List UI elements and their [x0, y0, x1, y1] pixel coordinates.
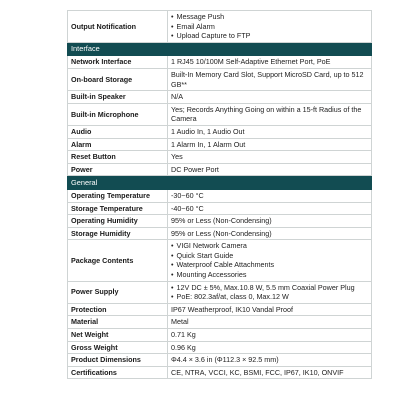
spec-row-certifications — [68, 366, 372, 379]
spec-bullet-text: VIGI Network Camera — [176, 241, 247, 251]
spec-label: Protection — [68, 303, 168, 316]
spec-label: Operating Humidity — [68, 215, 168, 228]
spec-row-operating-temperature — [68, 189, 372, 202]
spec-label: Net Weight — [68, 329, 168, 342]
spec-row-built-in-microphone — [68, 103, 372, 125]
spec-bullet-list — [171, 283, 368, 302]
spec-row-power-supply — [68, 281, 372, 303]
spec-label: Power — [68, 163, 168, 176]
spec-row-network-interface — [68, 56, 372, 69]
spec-value: Yes — [168, 151, 372, 164]
spec-row-alarm — [68, 138, 372, 151]
spec-bullet-text: Upload Capture to FTP — [176, 31, 251, 41]
spec-row-net-weight — [68, 329, 372, 342]
spec-value: -30~60 °C — [168, 189, 372, 202]
spec-value — [168, 281, 372, 303]
spec-row-on-board-storage — [68, 68, 372, 90]
spec-label: Material — [68, 316, 168, 329]
spec-bullet-item — [171, 251, 368, 261]
spec-value: 95% or Less (Non-Condensing) — [168, 227, 372, 240]
spec-value: IP67 Weatherproof, IK10 Vandal Proof — [168, 303, 372, 316]
spec-label: Operating Temperature — [68, 189, 168, 202]
spec-value: CE, NTRA, VCCI, KC, BSMI, FCC, IP67, IK10, ONVIF — [168, 366, 372, 379]
spec-bullet-item — [171, 22, 368, 32]
spec-value: 1 Audio In, 1 Audio Out — [168, 125, 372, 138]
spec-value: N/A — [168, 91, 372, 104]
spec-label: Gross Weight — [68, 341, 168, 354]
spec-label: Alarm — [68, 138, 168, 151]
spec-label: Storage Humidity — [68, 227, 168, 240]
spec-value: DC Power Port — [168, 163, 372, 176]
spec-value: Built-In Memory Card Slot, Support MicroSD Card, up to 512 GB** — [168, 68, 372, 90]
spec-row-storage-temperature — [68, 202, 372, 215]
spec-label: Audio — [68, 125, 168, 138]
spec-row-gross-weight — [68, 341, 372, 354]
spec-value: Metal — [168, 316, 372, 329]
spec-table — [67, 10, 372, 379]
spec-label: On-board Storage — [68, 68, 168, 90]
spec-label: Reset Button — [68, 151, 168, 164]
spec-bullet-item — [171, 241, 368, 251]
spec-bullet-text: Message Push — [176, 12, 225, 21]
spec-row-output-notification — [68, 11, 372, 43]
section-title: General — [68, 176, 372, 190]
spec-row-package-contents — [68, 240, 372, 281]
spec-row-storage-humidity — [68, 227, 372, 240]
spec-row-reset-button — [68, 151, 372, 164]
spec-label: Built-in Speaker — [68, 91, 168, 104]
spec-bullet-item — [171, 260, 368, 270]
spec-bullet-item — [171, 283, 368, 293]
spec-label: Certifications — [68, 366, 168, 379]
spec-bullet-text: 12V DC ± 5%, Max.10.8 W, 5.5 mm Coaxial Power Plug — [176, 282, 355, 292]
spec-row-product-dimensions — [68, 354, 372, 367]
spec-bullet-text: Mounting Accessories — [176, 270, 247, 280]
spec-bullet-list — [171, 241, 368, 279]
spec-bullet-list — [171, 12, 368, 41]
spec-value: 0.96 Kg — [168, 341, 372, 354]
section-title: Interface — [68, 42, 372, 56]
spec-value — [168, 11, 372, 43]
spec-bullet-item — [171, 12, 368, 22]
spec-label: Output Notification — [68, 11, 168, 43]
spec-value: 95% or Less (Non-Condensing) — [168, 215, 372, 228]
spec-bullet-text: Quick Start Guide — [176, 250, 234, 260]
spec-value: 1 Alarm In, 1 Alarm Out — [168, 138, 372, 151]
section-header-general — [68, 176, 372, 190]
spec-label: Built-in Microphone — [68, 103, 168, 125]
spec-bullet-item — [171, 292, 368, 302]
spec-label: Product Dimensions — [68, 354, 168, 367]
spec-label: Storage Temperature — [68, 202, 168, 215]
spec-value: Φ4.4 × 3.6 in (Φ112.3 × 92.5 mm) — [168, 354, 372, 367]
spec-value — [168, 240, 372, 281]
spec-row-operating-humidity — [68, 215, 372, 228]
spec-bullet-text: Email Alarm — [176, 21, 215, 31]
spec-bullet-item — [171, 270, 368, 280]
spec-row-material — [68, 316, 372, 329]
spec-bullet-item — [171, 31, 368, 41]
spec-value: 0.71 Kg — [168, 329, 372, 342]
spec-bullet-text: PoE: 802.3af/at, class 0, Max.12 W — [176, 292, 289, 302]
spec-label: Package Contents — [68, 240, 168, 281]
spec-label: Network Interface — [68, 56, 168, 69]
spec-table-body — [68, 11, 372, 379]
spec-value: -40~60 °C — [168, 202, 372, 215]
spec-bullet-text: Waterproof Cable Attachments — [176, 260, 275, 270]
spec-row-protection — [68, 303, 372, 316]
spec-value: Yes; Records Anything Going on within a 15-ft Radius of the Camera — [168, 103, 372, 125]
section-header-interface — [68, 42, 372, 56]
spec-row-power — [68, 163, 372, 176]
spec-label: Power Supply — [68, 281, 168, 303]
spec-row-audio — [68, 125, 372, 138]
spec-value: 1 RJ45 10/100M Self-Adaptive Ethernet Port, PoE — [168, 56, 372, 69]
spec-row-built-in-speaker — [68, 91, 372, 104]
